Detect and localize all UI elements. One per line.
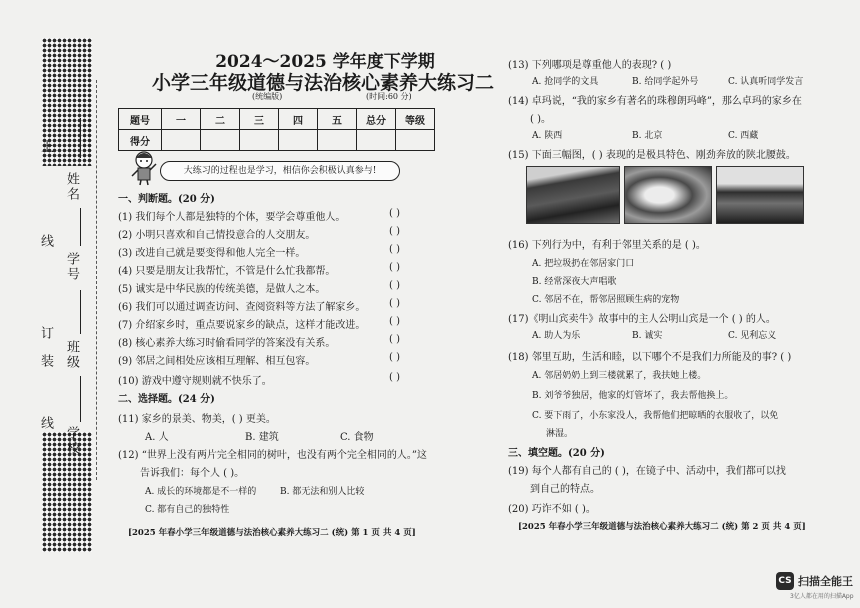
option[interactable]: C. 邻居不在，帮邻居照顾生病的宠物 xyxy=(532,295,680,305)
option[interactable]: B. 诚实 xyxy=(632,331,663,341)
section-heading: 三、填空题。(20 分) xyxy=(508,448,605,459)
score-cell[interactable] xyxy=(357,130,396,151)
answer-paren[interactable]: ( ) xyxy=(389,298,400,309)
score-header-cell: 题号 xyxy=(119,109,162,130)
section-heading: 一、判断题。(20 分) xyxy=(118,194,215,205)
answer-paren[interactable]: ( ) xyxy=(389,280,400,291)
section-heading: 二、选择题。(24 分) xyxy=(118,394,215,405)
option[interactable]: B. 刘爷爷独居，他家的灯管坏了，我去帮他换上。 xyxy=(532,391,734,401)
score-cell[interactable] xyxy=(279,130,318,151)
option[interactable]: B. 北京 xyxy=(632,131,663,141)
answer-paren[interactable]: ( ) xyxy=(389,316,400,327)
judge-item: (4) 只要是朋友让我帮忙，不管是什么忙我都帮。 xyxy=(118,266,336,277)
edition-label: (统编版) xyxy=(252,92,283,101)
option[interactable]: B. 都无法和别人比较 xyxy=(280,487,365,497)
judge-item: (10) 游戏中遵守规则就不快乐了。 xyxy=(118,376,272,387)
encourage-bubble: 大练习的过程也是学习，相信你会积极认真参与! xyxy=(160,161,400,181)
option[interactable]: A. 邻居奶奶上到三楼就累了，我扶她上楼。 xyxy=(532,371,707,381)
question-20: (20) 巧诈不如 ( )。 xyxy=(508,504,596,515)
question-19-cont: 到自己的特点。 xyxy=(530,484,600,495)
time-label: (时间:60 分) xyxy=(366,92,412,101)
id-line xyxy=(80,208,81,246)
question-17: (17)《明山宾卖牛》故事中的主人公明山宾是一个 ( ) 的人。 xyxy=(508,314,776,325)
cut-line-mark: 线 xyxy=(38,234,53,249)
score-cell[interactable] xyxy=(240,130,279,151)
option[interactable]: C. 西藏 xyxy=(728,131,759,141)
score-header-cell: 四 xyxy=(279,109,318,130)
judge-item: (1) 我们每个人都是独特的个体，要学会尊重他人。 xyxy=(118,212,346,223)
cut-line-mark: 订 xyxy=(38,326,53,341)
score-header-cell: 三 xyxy=(240,109,279,130)
judge-item: (3) 改进自己就是要变得和他人完全一样。 xyxy=(118,248,306,259)
question-15: (15) 下面三幅图，( ) 表现的是极具特色、刚劲奔放的陕北腰鼓。 xyxy=(508,150,796,161)
question-14-cont: ( )。 xyxy=(530,114,551,125)
photo-a[interactable] xyxy=(526,166,620,224)
main-title: 小学三年级道德与法治核心素养大练习二 xyxy=(151,72,494,94)
cut-line-mark: 线 xyxy=(38,416,53,431)
id-label: 学号 xyxy=(64,252,79,282)
judge-item: (5) 诚实是中华民族的传统美德，是做人之本。 xyxy=(118,284,326,295)
page-footer-left: [2025 年春小学三年级道德与法治核心素养大练习二 (统) 第 1 页 共 4 页] xyxy=(128,528,416,538)
score-table xyxy=(118,108,435,151)
question-13: (13) 下列哪项是尊重他人的表现? ( ) xyxy=(508,60,672,71)
answer-paren[interactable]: ( ) xyxy=(389,352,400,363)
student-mascot-icon xyxy=(130,150,158,186)
option[interactable]: C. 认真听同学发言 xyxy=(728,77,804,87)
judge-item: (7) 介绍家乡时，重点要说家乡的缺点，这样才能改进。 xyxy=(118,320,366,331)
class-line xyxy=(80,290,81,334)
score-cell[interactable] xyxy=(318,130,357,151)
year-title: 2024～2025 学年度下学期 xyxy=(215,52,435,72)
answer-paren[interactable]: ( ) xyxy=(389,262,400,273)
answer-paren[interactable]: ( ) xyxy=(389,372,400,383)
answer-paren[interactable]: ( ) xyxy=(389,334,400,345)
question-18: (18) 邻里互助，生活和睦，以下哪个不是我们力所能及的事? ( ) xyxy=(508,352,792,363)
option[interactable]: C. 食物 xyxy=(340,432,374,443)
question-12-cont: 告诉我们：每个人 ( )。 xyxy=(140,468,245,479)
option[interactable]: C. 要下雨了，小东家没人，我帮他们把晾晒的衣服收了，以免 xyxy=(532,411,779,421)
cut-line-mark: 装 xyxy=(38,354,53,369)
question-12: (12) “世界上没有两片完全相同的树叶，也没有两个完全相同的人。”这 xyxy=(118,450,427,461)
score-header-cell: 总分 xyxy=(357,109,396,130)
judge-item: (8) 核心素养大练习时偷看同学的答案没有关系。 xyxy=(118,338,336,349)
question-14: (14) 卓玛说，“我的家乡有著名的珠穆朗玛峰”，那么卓玛的家乡在 xyxy=(508,96,802,107)
option-cont: 淋湿。 xyxy=(546,429,574,439)
photo-b[interactable] xyxy=(624,166,712,224)
name-label: 姓名 xyxy=(64,172,79,202)
cut-dashed-line xyxy=(96,80,97,480)
score-header-cell: 一 xyxy=(162,109,201,130)
scanner-tagline: 3亿人都在用的扫描App xyxy=(790,593,854,600)
judge-item: (6) 我们可以通过调查访问、查阅资料等方法了解家乡。 xyxy=(118,302,366,313)
page-footer-right: [2025 年春小学三年级道德与法治核心素养大练习二 (统) 第 2 页 共 4 页] xyxy=(518,522,806,532)
option[interactable]: B. 给同学起外号 xyxy=(632,77,699,87)
question-16: (16) 下列行为中，有利于邻里关系的是 ( )。 xyxy=(508,240,706,251)
score-header-cell: 五 xyxy=(318,109,357,130)
option[interactable]: C. 都有自己的独特性 xyxy=(145,505,230,515)
score-header-cell: 等级 xyxy=(396,109,435,130)
answer-paren[interactable]: ( ) xyxy=(389,244,400,255)
school-label: 学校 xyxy=(64,426,79,456)
option[interactable]: B. 经常深夜大声唱歌 xyxy=(532,277,617,287)
question-11: (11) 家乡的景美、物美，( ) 更美。 xyxy=(118,414,276,425)
scanner-app-name: 扫描全能王 xyxy=(798,575,853,588)
score-cell[interactable] xyxy=(162,130,201,151)
question-19: (19) 每个人都有自己的 ( )，在镜子中、活动中，我们都可以找 xyxy=(508,466,786,477)
option[interactable]: A. 人 xyxy=(145,432,169,443)
cut-line-mark: 上 xyxy=(38,140,53,155)
option[interactable]: B. 建筑 xyxy=(245,432,279,443)
option[interactable]: A. 助人为乐 xyxy=(532,331,581,341)
name-line xyxy=(80,118,81,158)
answer-paren[interactable]: ( ) xyxy=(389,208,400,219)
option[interactable]: A. 成长的环境都是不一样的 xyxy=(145,487,257,497)
score-cell[interactable] xyxy=(396,130,435,151)
score-header-cell: 二 xyxy=(201,109,240,130)
answer-paren[interactable]: ( ) xyxy=(389,226,400,237)
option[interactable]: A. 陕西 xyxy=(532,131,563,141)
school-line xyxy=(80,376,81,422)
scanner-logo-icon: CS xyxy=(776,572,794,590)
score-cell[interactable] xyxy=(201,130,240,151)
judge-item: (9) 邻居之间相处应该相互理解、相互包容。 xyxy=(118,356,316,367)
option[interactable]: A. 把垃圾扔在邻居家门口 xyxy=(532,259,635,269)
judge-item: (2) 小明只喜欢和自己情投意合的人交朋友。 xyxy=(118,230,316,241)
option[interactable]: C. 见利忘义 xyxy=(728,331,777,341)
photo-c[interactable] xyxy=(716,166,804,224)
score-row-label: 得分 xyxy=(119,130,162,151)
class-label: 班级 xyxy=(64,340,79,370)
option[interactable]: A. 抢同学的文具 xyxy=(532,77,599,87)
